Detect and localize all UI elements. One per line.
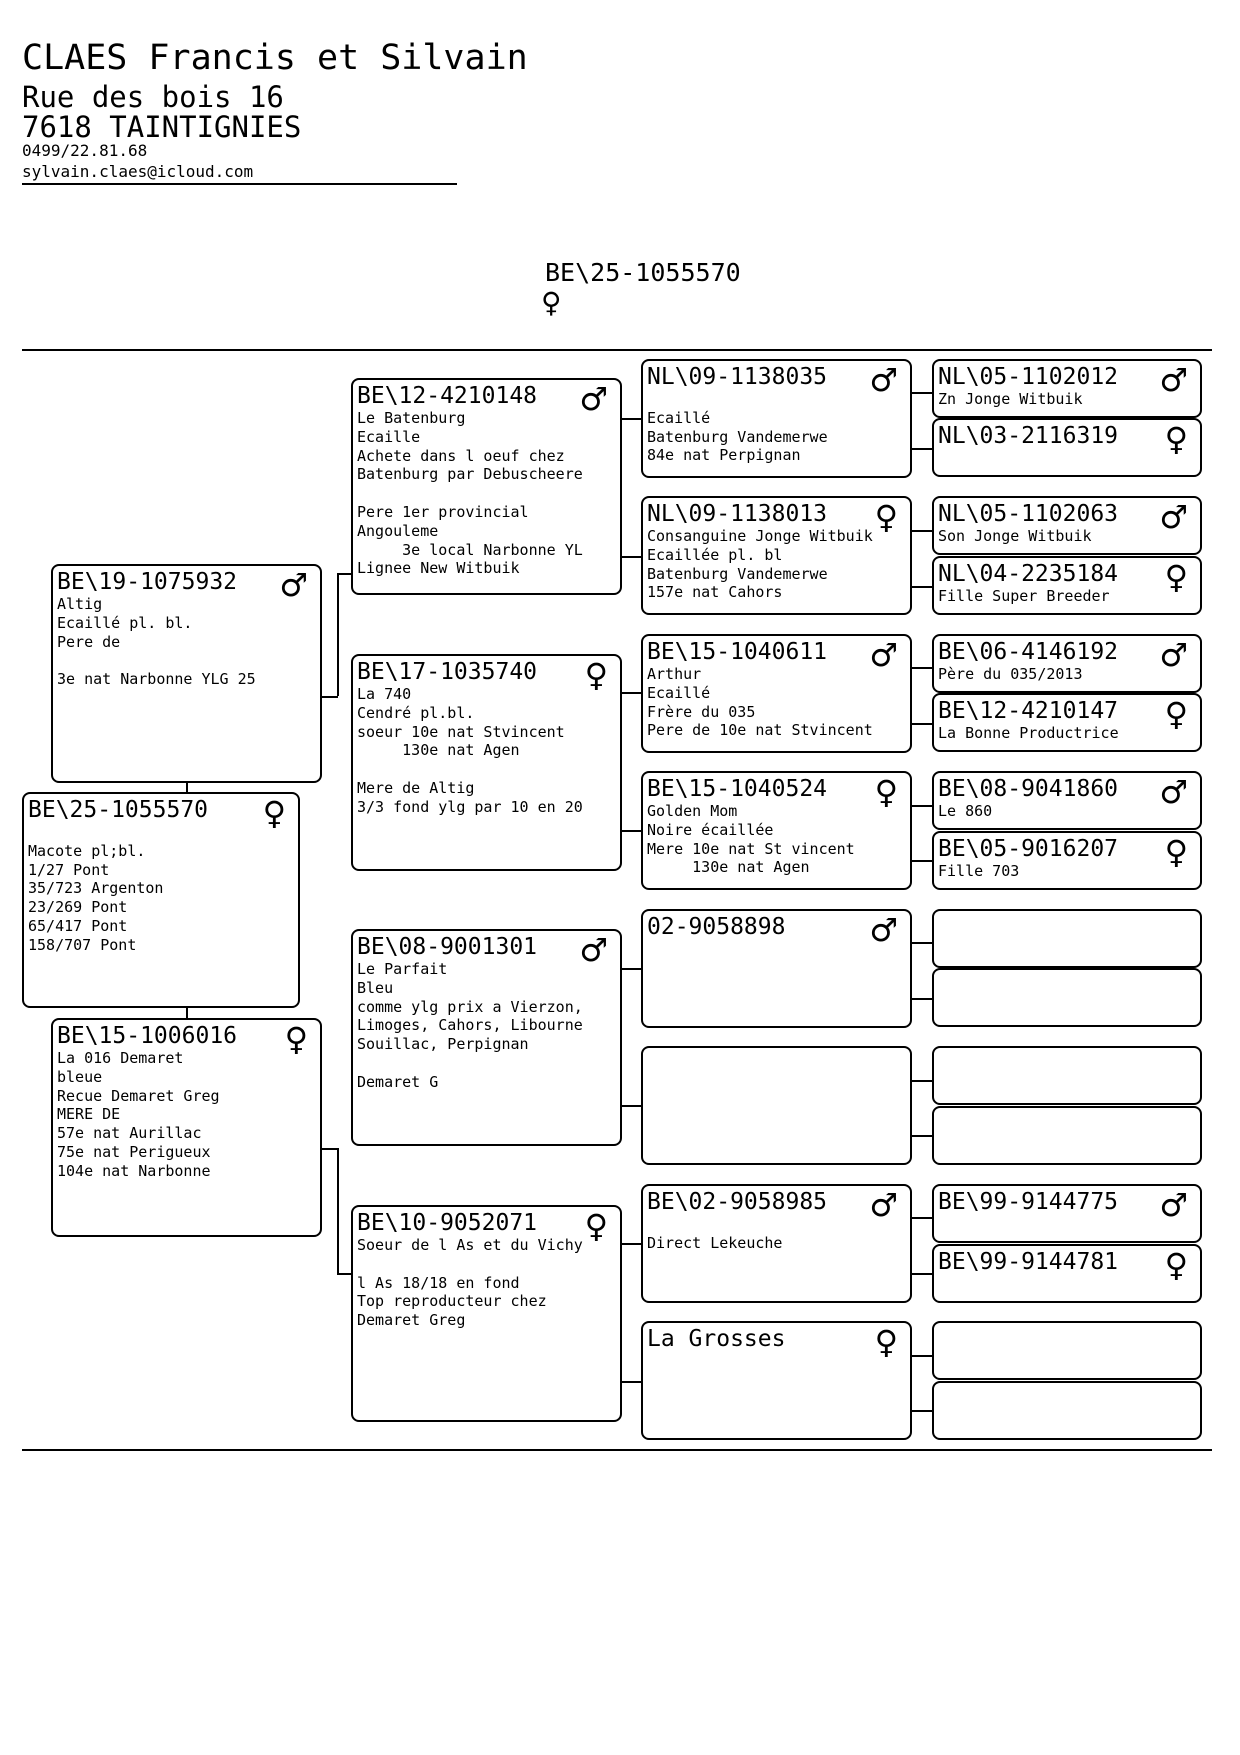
great-grandparent-info: Direct Lekeuche: [647, 1233, 783, 1252]
grandparent-info: Le Batenburg Ecaille Achete dans l oeuf chez Batenburg par Debuscheere Pere 1er provincial Angouleme 3e local Narbonne YL Lignee New Witbuik: [357, 409, 583, 578]
gg-grandparent-ring: NL\05-1102012: [938, 364, 1119, 390]
male-symbol-icon: ♂: [869, 636, 898, 674]
dam-card: [51, 1018, 322, 1237]
gg-grandparent-card: [932, 634, 1202, 693]
grandparent-ring: BE\10-9052071: [357, 1210, 538, 1236]
male-symbol-icon: ♂: [869, 361, 898, 399]
female-symbol-icon: ♀: [874, 773, 898, 811]
grandparent-ring: BE\12-4210148: [357, 383, 538, 409]
female-symbol-icon: ♀: [584, 656, 608, 694]
sire-card: [51, 564, 322, 783]
grandparent-card: [351, 1205, 622, 1422]
grandparent-ring: BE\17-1035740: [357, 659, 538, 685]
great-grandparent-card-empty: [641, 1046, 912, 1165]
gg-grandparent-info: Son Jonge Witbuik: [938, 527, 1092, 545]
gg-grandparent-card: [932, 1184, 1202, 1243]
male-symbol-icon: ♂: [1159, 1186, 1188, 1224]
pedigree-top-rule: [22, 349, 1212, 351]
grandparent-info: Soeur de l As et du Vichy l As 18/18 en fond Top reproducteur chez Demaret Greg: [357, 1236, 583, 1330]
great-grandparent-info: Golden Mom Noire écaillée Mere 10e nat St vincent 130e nat Agen: [647, 802, 855, 877]
grandparent-ring: BE\08-9001301: [357, 934, 538, 960]
great-grandparent-card: [641, 359, 912, 478]
gg-grandparent-card: [932, 771, 1202, 830]
gg-grandparent-info: Fille Super Breeder: [938, 587, 1110, 605]
great-grandparent-ring: 02-9058898: [647, 914, 786, 940]
male-symbol-icon: ♂: [1159, 773, 1188, 811]
great-grandparent-ring: BE\15-1040524: [647, 776, 828, 802]
pigeon-info: Macote pl;bl. 1/27 Pont 35/723 Argenton 23/269 Pont 65/417 Pont 158/707 Pont: [28, 841, 164, 954]
connector-line: [912, 530, 932, 532]
gg-grandparent-card-empty: [932, 1321, 1202, 1380]
great-grandparent-card: [641, 909, 912, 1028]
connector-line: [622, 556, 641, 558]
grandparent-card: [351, 929, 622, 1146]
gg-grandparent-info: La Bonne Productrice: [938, 724, 1119, 742]
gg-grandparent-info: Fille 703: [938, 862, 1020, 880]
gg-grandparent-card: [932, 496, 1202, 555]
connector-line: [912, 805, 932, 807]
great-grandparent-info: Ecaillé Batenburg Vandemerwe 84e nat Perpignan: [647, 408, 828, 465]
owner-email: sylvain.claes@icloud.com: [22, 162, 254, 181]
gg-grandparent-info: Zn Jonge Witbuik: [938, 390, 1083, 408]
gg-grandparent-card: [932, 359, 1202, 418]
gg-grandparent-info: Le 860: [938, 802, 993, 820]
grandparent-info: La 740 Cendré pl.bl. soeur 10e nat Stvincent 130e nat Agen Mere de Altig 3/3 fond ylg par 10 en 20: [357, 685, 583, 816]
connector-line: [622, 418, 641, 420]
female-symbol-icon: ♀: [262, 794, 286, 832]
connector-line: [622, 1105, 641, 1107]
connector-line: [622, 1381, 641, 1383]
gg-grandparent-ring: BE\99-9144775: [938, 1189, 1119, 1215]
gg-grandparent-ring: NL\04-2235184: [938, 561, 1119, 587]
subject-ring: BE\25-1055570: [545, 258, 741, 287]
gg-grandparent-ring: BE\99-9144781: [938, 1249, 1119, 1275]
gg-grandparent-ring: BE\12-4210147: [938, 698, 1119, 724]
connector-line: [186, 1008, 188, 1018]
connector-line: [912, 723, 932, 725]
female-symbol-icon: ♀: [1164, 558, 1188, 596]
female-symbol-icon: ♀: [874, 1323, 898, 1361]
gg-grandparent-card-empty: [932, 968, 1202, 1027]
pigeon-card: [22, 792, 300, 1008]
male-symbol-icon: ♂: [869, 911, 898, 949]
sire-info: Altig Ecaillé pl. bl. Pere de 3e nat Narbonne YLG 25: [57, 595, 256, 689]
great-grandparent-card: [641, 496, 912, 615]
connector-line: [337, 573, 339, 696]
header-underline: [22, 183, 457, 185]
connector-line: [912, 860, 932, 862]
connector-line: [912, 1217, 932, 1219]
connector-line: [337, 1148, 339, 1273]
connector-line: [912, 998, 932, 1000]
gg-grandparent-card: [932, 831, 1202, 890]
owner-city: 7618 TAINTIGNIES: [22, 110, 302, 144]
female-symbol-icon: ♀: [284, 1020, 308, 1058]
gg-grandparent-card: [932, 1244, 1202, 1303]
connector-line: [322, 1148, 338, 1150]
connector-line: [322, 696, 338, 698]
connector-line: [912, 392, 932, 394]
gg-grandparent-ring: BE\08-9041860: [938, 776, 1119, 802]
connector-line: [622, 830, 641, 832]
great-grandparent-ring: La Grosses: [647, 1326, 786, 1352]
connector-line: [622, 968, 641, 970]
male-symbol-icon: ♂: [279, 566, 308, 604]
great-grandparent-ring: BE\02-9058985: [647, 1189, 828, 1215]
male-symbol-icon: ♂: [579, 931, 608, 969]
great-grandparent-card: [641, 771, 912, 890]
grandparent-info: Le Parfait Bleu comme ylg prix a Vierzon, Limoges, Cahors, Libourne Souillac, Perpignan Demaret G: [357, 960, 583, 1091]
gg-grandparent-ring: BE\05-9016207: [938, 836, 1119, 862]
dam-info: La 016 Demaret bleue Recue Demaret Greg MERE DE 57e nat Aurillac 75e nat Perigueux 104e nat Narbonne: [57, 1049, 220, 1180]
female-symbol-icon: ♀: [584, 1207, 608, 1245]
gg-grandparent-ring: NL\03-2116319: [938, 423, 1119, 449]
sire-ring: BE\19-1075932: [57, 569, 238, 595]
pedigree-bottom-rule: [22, 1449, 1212, 1451]
owner-name: CLAES Francis et Silvain: [22, 38, 528, 78]
gg-grandparent-ring: NL\05-1102063: [938, 501, 1119, 527]
connector-line: [912, 1410, 932, 1412]
great-grandparent-ring: NL\09-1138013: [647, 501, 828, 527]
great-grandparent-card: [641, 634, 912, 753]
gg-grandparent-card-empty: [932, 1381, 1202, 1440]
connector-line: [337, 1273, 351, 1275]
gg-grandparent-info: Père du 035/2013: [938, 665, 1083, 683]
connector-line: [622, 692, 641, 694]
female-symbol-icon: ♀: [1164, 420, 1188, 458]
female-symbol-icon: ♀: [874, 498, 898, 536]
male-symbol-icon: ♂: [869, 1186, 898, 1224]
gg-grandparent-ring: BE\06-4146192: [938, 639, 1119, 665]
connector-line: [912, 667, 932, 669]
connector-line: [912, 1273, 932, 1275]
dam-ring: BE\15-1006016: [57, 1023, 238, 1049]
gg-grandparent-card-empty: [932, 909, 1202, 968]
great-grandparent-ring: BE\15-1040611: [647, 639, 828, 665]
male-symbol-icon: ♂: [579, 380, 608, 418]
owner-phone: 0499/22.81.68: [22, 141, 148, 160]
gg-grandparent-card: [932, 418, 1202, 477]
great-grandparent-card: [641, 1184, 912, 1303]
great-grandparent-ring: NL\09-1138035: [647, 364, 828, 390]
connector-line: [912, 1080, 932, 1082]
female-symbol-icon: ♀: [541, 283, 562, 323]
gg-grandparent-card-empty: [932, 1046, 1202, 1105]
connector-line: [912, 448, 932, 450]
male-symbol-icon: ♂: [1159, 636, 1188, 674]
connector-line: [622, 1243, 641, 1245]
connector-line: [186, 783, 188, 792]
connector-line: [912, 586, 932, 588]
grandparent-card: [351, 378, 622, 595]
owner-street: Rue des bois 16: [22, 80, 284, 114]
connector-line: [912, 942, 932, 944]
pigeon-ring: BE\25-1055570: [28, 797, 209, 823]
female-symbol-icon: ♀: [1164, 695, 1188, 733]
gg-grandparent-card: [932, 556, 1202, 615]
male-symbol-icon: ♂: [1159, 361, 1188, 399]
female-symbol-icon: ♀: [1164, 1246, 1188, 1284]
great-grandparent-info: Arthur Ecaillé Frère du 035 Pere de 10e nat Stvincent: [647, 665, 873, 740]
male-symbol-icon: ♂: [1159, 498, 1188, 536]
female-symbol-icon: ♀: [1164, 833, 1188, 871]
gg-grandparent-card: [932, 693, 1202, 752]
connector-line: [337, 573, 351, 575]
great-grandparent-card: [641, 1321, 912, 1440]
connector-line: [912, 1135, 932, 1137]
great-grandparent-info: Consanguine Jonge Witbuik Ecaillée pl. bl Batenburg Vandemerwe 157e nat Cahors: [647, 527, 873, 602]
grandparent-card: [351, 654, 622, 871]
gg-grandparent-card-empty: [932, 1106, 1202, 1165]
connector-line: [912, 1355, 932, 1357]
